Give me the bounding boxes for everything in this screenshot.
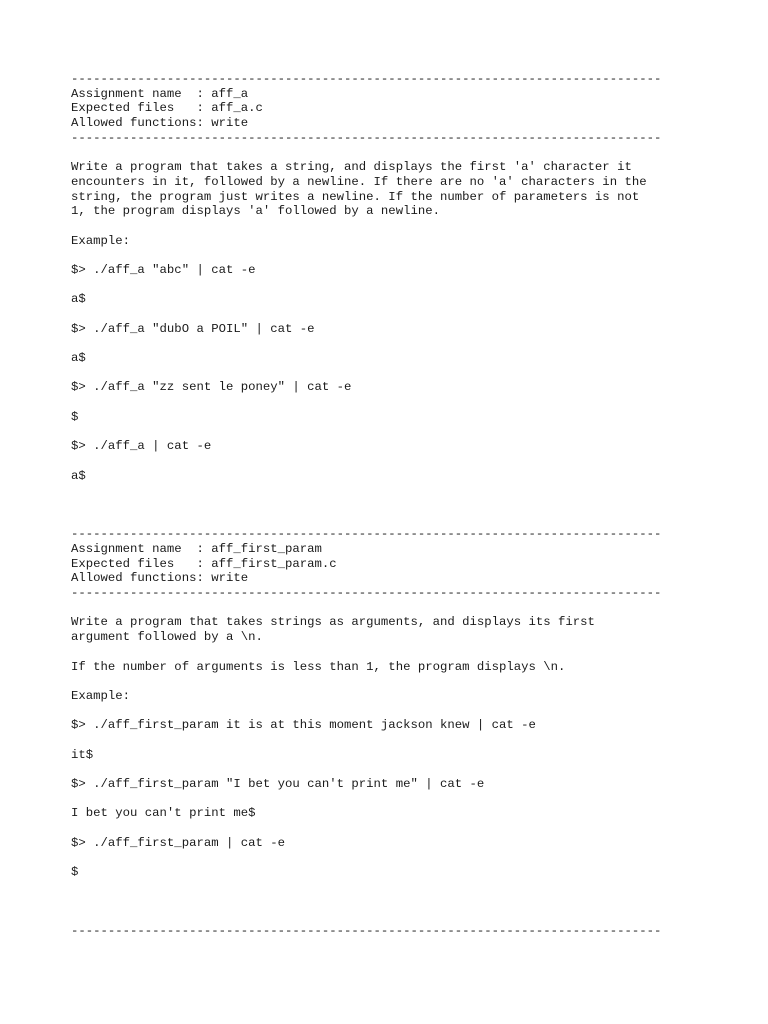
document-page bbox=[71, 72, 691, 939]
text-line: I bet you can't print me$ bbox=[71, 806, 256, 821]
blank-line bbox=[71, 248, 691, 263]
command-line: $> ./aff_a "zz sent le poney" | cat -e bbox=[71, 380, 352, 395]
blank-line bbox=[71, 674, 691, 689]
text-line: 1, the program displays 'a' followed by a newline. bbox=[71, 204, 440, 219]
assignment-header-line: Expected files : aff_a.c bbox=[71, 101, 263, 116]
command-line: $> ./aff_first_param | cat -e bbox=[71, 835, 286, 850]
blank-line bbox=[71, 454, 691, 469]
blank-line bbox=[71, 645, 691, 660]
blank-line bbox=[71, 880, 691, 895]
text-line: encounters in it, followed by a newline. If there are no 'a' characters in the bbox=[71, 174, 647, 189]
blank-line bbox=[71, 395, 691, 410]
text-line: a$ bbox=[71, 292, 86, 307]
blank-line bbox=[71, 821, 691, 836]
text-line: it$ bbox=[71, 747, 94, 762]
command-line: $> ./aff_a "dubO a POIL" | cat -e bbox=[71, 321, 315, 336]
blank-line bbox=[71, 909, 691, 924]
divider-line: -------------------------------------------------------------------------------- bbox=[71, 586, 662, 601]
blank-line bbox=[71, 307, 691, 322]
blank-line bbox=[71, 336, 691, 351]
blank-line bbox=[71, 792, 691, 807]
text-line: Example: bbox=[71, 688, 131, 703]
blank-line bbox=[71, 278, 691, 293]
assignment-header-line: Expected files : aff_first_param.c bbox=[71, 556, 337, 571]
blank-line bbox=[71, 895, 691, 910]
text-line: a$ bbox=[71, 351, 86, 366]
blank-line bbox=[71, 601, 691, 616]
blank-line bbox=[71, 425, 691, 440]
text-line: Example: bbox=[71, 233, 131, 248]
divider-line: -------------------------------------------------------------------------------- bbox=[71, 527, 662, 542]
blank-line bbox=[71, 145, 691, 160]
blank-line bbox=[71, 850, 691, 865]
text-line: Write a program that takes a string, and displays the first 'a' character it bbox=[71, 160, 632, 175]
text-line: a$ bbox=[71, 468, 86, 483]
assignment-header-line: Assignment name : aff_a bbox=[71, 86, 249, 101]
divider-line: -------------------------------------------------------------------------------- bbox=[71, 72, 662, 86]
text-line: string, the program just writes a newline. If the number of parameters is not bbox=[71, 189, 640, 204]
blank-line bbox=[71, 483, 691, 498]
text-line: argument followed by a \n. bbox=[71, 630, 263, 645]
blank-line bbox=[71, 366, 691, 381]
command-line: $> ./aff_a | cat -e bbox=[71, 439, 212, 454]
command-line: $> ./aff_first_param "I bet you can't print me" | cat -e bbox=[71, 777, 485, 791]
text-line: $ bbox=[71, 865, 79, 880]
blank-line bbox=[71, 704, 691, 719]
command-line: $> ./aff_a "abc" | cat -e bbox=[71, 262, 256, 277]
text-line: If the number of arguments is less than 1, the program displays \n. bbox=[71, 659, 566, 674]
command-line: $> ./aff_first_param it is at this moment jackson knew | cat -e bbox=[71, 718, 536, 733]
assignment-header-line: Assignment name : aff_first_param bbox=[71, 542, 322, 556]
text-line: $ bbox=[71, 409, 79, 424]
blank-line bbox=[71, 498, 691, 513]
assignment-header-line: Allowed functions: write bbox=[71, 571, 249, 586]
text-line: Write a program that takes strings as arguments, and displays its first bbox=[71, 615, 595, 630]
divider-line: -------------------------------------------------------------------------------- bbox=[71, 130, 662, 145]
blank-line bbox=[71, 513, 691, 528]
assignment-header-line: Allowed functions: write bbox=[71, 116, 249, 131]
blank-line bbox=[71, 219, 691, 234]
blank-line bbox=[71, 762, 691, 777]
blank-line bbox=[71, 733, 691, 748]
divider-line: -------------------------------------------------------------------------------- bbox=[71, 923, 662, 938]
